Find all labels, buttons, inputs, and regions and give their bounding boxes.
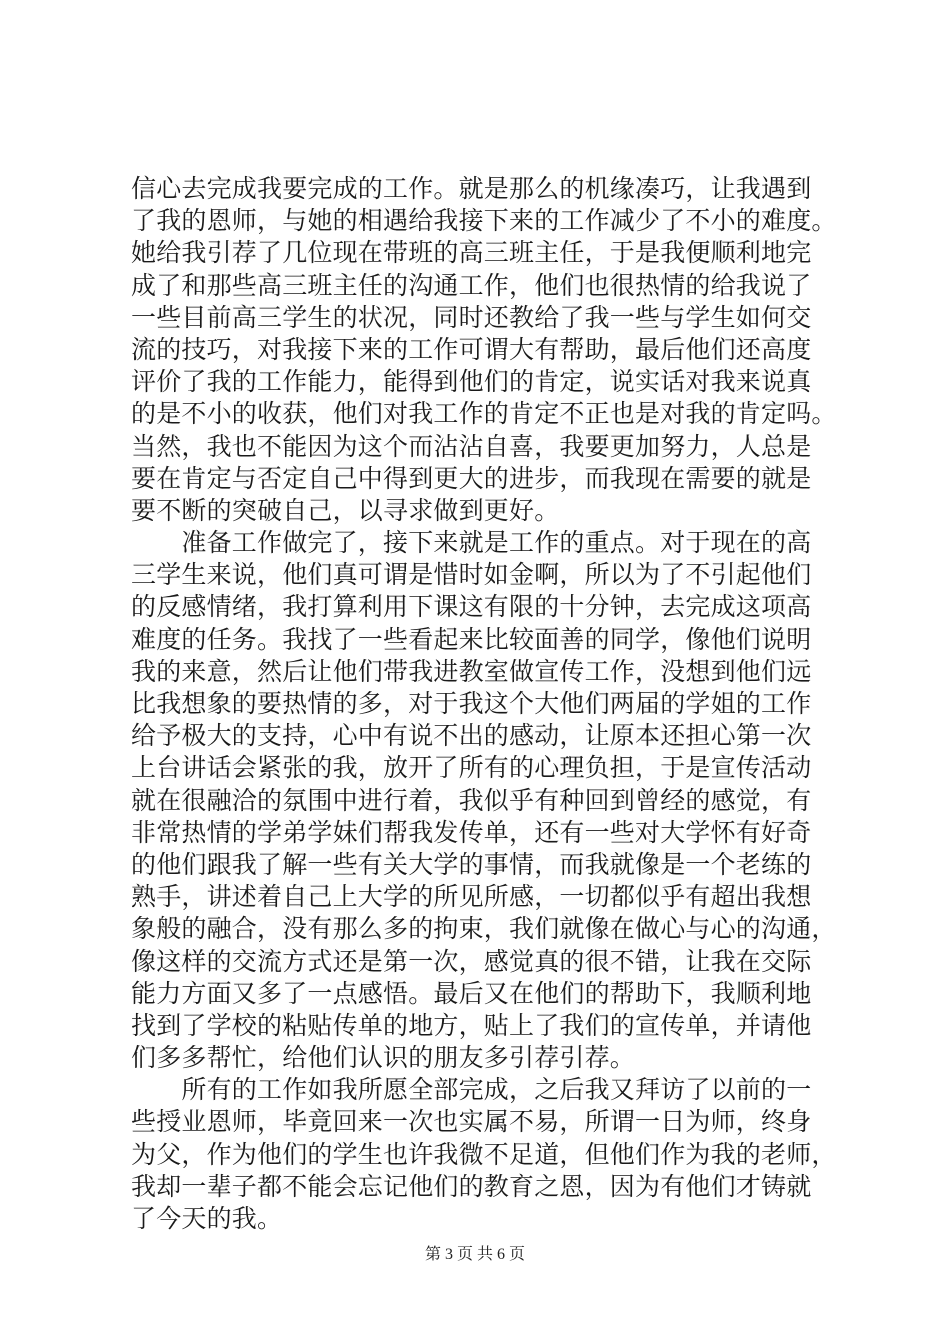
text-line-16: 我的来意，然后让他们带我进教室做宣传工作，没想到他们远 xyxy=(131,656,812,686)
text-line-24: 象般的融合，没有那么多的拘束，我们就像在做心与心的沟通， xyxy=(131,914,837,944)
text-line-31: 为父，作为他们的学生也许我微不足道，但他们作为我的老师， xyxy=(131,1139,837,1169)
text-line-11: 要不断的突破自己，以寻求做到更好。 xyxy=(131,495,560,525)
text-line-28: 们多多帮忙，给他们认识的朋友多引荐引荐。 xyxy=(131,1043,636,1073)
text-line-9: 当然，我也不能因为这个而沾沾自喜，我要更加努力，人总是 xyxy=(131,431,812,461)
text-line-19: 上台讲话会紧张的我，放开了所有的心理负担，于是宣传活动 xyxy=(131,753,812,783)
text-line-25: 像这样的交流方式还是第一次，感觉真的很不错，让我在交际 xyxy=(131,946,812,976)
text-line-26: 能力方面又多了一点感悟。最后又在他们的帮助下，我顺利地 xyxy=(131,978,812,1008)
page-number: 第 3 页 共 6 页 xyxy=(424,1246,525,1263)
text-line-12: 准备工作做完了，接下来就是工作的重点。对于现在的高 xyxy=(131,528,812,558)
text-line-21: 非常热情的学弟学妹们帮我发传单，还有一些对大学怀有好奇 xyxy=(131,817,812,847)
text-line-22: 的他们跟我了解一些有关大学的事情，而我就像是一个老练的 xyxy=(131,849,812,879)
text-line-17: 比我想象的要热情的多，对于我这个大他们两届的学姐的工作 xyxy=(131,689,812,718)
page-footer xyxy=(0,1244,950,1266)
text-line-2: 了我的恩师，与她的相遇给我接下来的工作减少了不小的难度。 xyxy=(131,206,837,236)
text-line-20: 就在很融洽的氛围中进行着，我似乎有种回到曾经的感觉，有 xyxy=(131,785,812,815)
text-line-32: 我却一辈子都不能会忘记他们的教育之恩，因为有他们才铸就 xyxy=(131,1171,812,1201)
text-line-1: 信心去完成我要完成的工作。就是那么的机缘凑巧，让我遇到 xyxy=(131,174,812,203)
text-line-6: 流的技巧，对我接下来的工作可谓大有帮助，最后他们还高度 xyxy=(131,334,812,364)
text-line-18: 给予极大的支持，心中有说不出的感动，让原本还担心第一次 xyxy=(131,721,812,751)
text-line-5: 一些目前高三学生的状况，同时还教给了我一些与学生如何交 xyxy=(131,302,812,332)
body-text xyxy=(131,173,837,1235)
text-line-33: 了今天的我。 xyxy=(131,1204,283,1233)
text-line-15: 难度的任务。我找了一些看起来比较面善的同学，像他们说明 xyxy=(131,624,812,654)
text-line-27: 找到了学校的粘贴传单的地方，贴上了我们的宣传单，并请他 xyxy=(131,1010,812,1040)
text-line-23: 熟手，讲述着自己上大学的所见所感，一切都似乎有超出我想 xyxy=(131,882,812,912)
text-line-8: 的是不小的收获，他们对我工作的肯定不正也是对我的肯定吗。 xyxy=(131,399,837,429)
text-line-3: 她给我引荐了几位现在带班的高三班主任，于是我便顺利地完 xyxy=(131,238,812,268)
text-line-14: 的反感情绪，我打算利用下课这有限的十分钟，去完成这项高 xyxy=(131,592,812,622)
text-line-30: 些授业恩师，毕竟回来一次也实属不易，所谓一日为师，终身 xyxy=(131,1107,812,1137)
text-line-10: 要在肯定与否定自己中得到更大的进步，而我现在需要的就是 xyxy=(131,463,812,493)
text-line-7: 评价了我的工作能力，能得到他们的肯定，说实话对我来说真 xyxy=(131,367,812,397)
text-line-29: 所有的工作如我所愿全部完成，之后我又拜访了以前的一 xyxy=(131,1075,812,1105)
text-line-4: 成了和那些高三班主任的沟通工作，他们也很热情的给我说了 xyxy=(131,270,812,300)
text-line-13: 三学生来说，他们真可谓是惜时如金啊，所以为了不引起他们 xyxy=(131,560,812,590)
